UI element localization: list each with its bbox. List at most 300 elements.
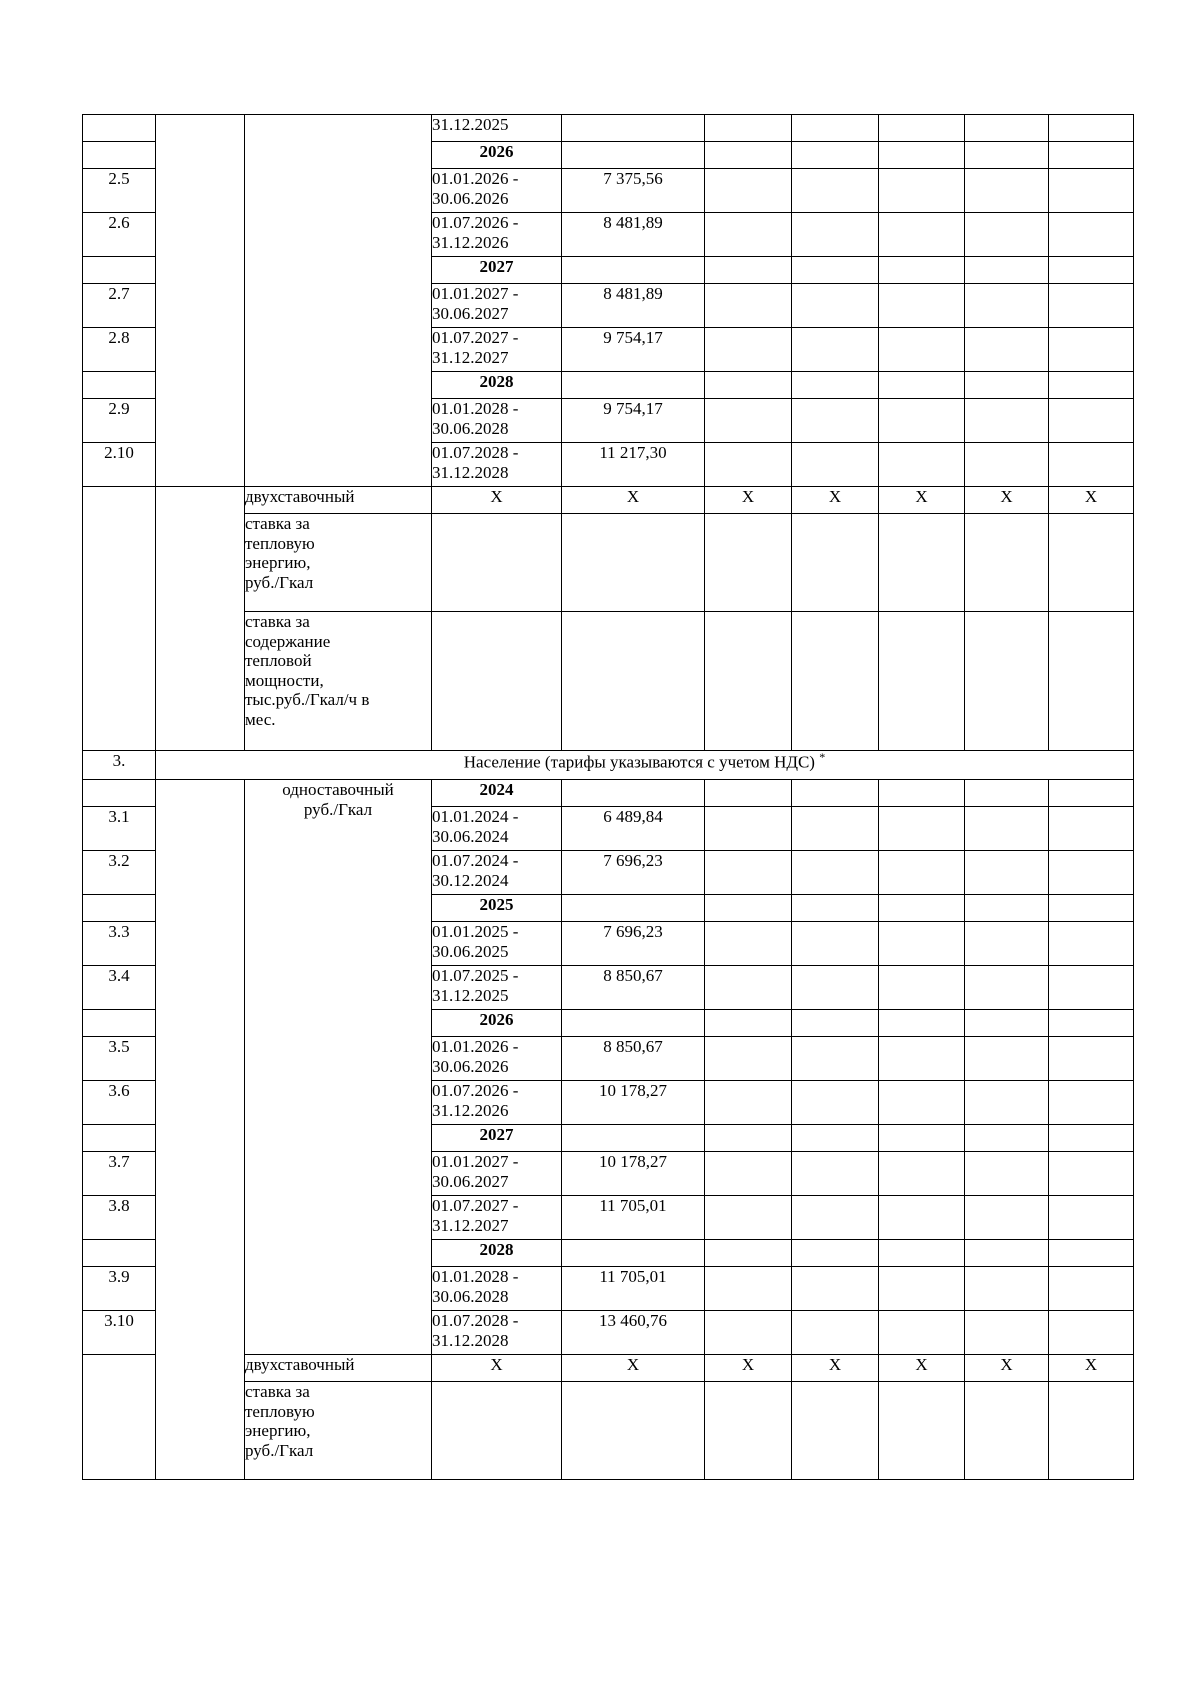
tariff-cell <box>705 922 792 966</box>
row-number <box>83 169 156 213</box>
tariff-cell <box>965 1196 1049 1240</box>
period-cell <box>432 284 562 328</box>
tariff-cell <box>705 399 792 443</box>
year-heading <box>432 1125 562 1152</box>
tariff-value-text: 9 754,17 <box>603 328 663 347</box>
tariff-cell <box>879 1125 965 1152</box>
row-number-text: 2.8 <box>108 328 130 347</box>
tariff-cell <box>705 1311 792 1355</box>
tariff-cell <box>792 213 879 257</box>
tariff-cell <box>879 1240 965 1267</box>
label-line: тепловой <box>245 651 312 671</box>
row-number <box>83 1196 156 1240</box>
period-start: 01.07.2028 - <box>432 443 519 462</box>
year-text: 2026 <box>479 142 514 161</box>
tariff-value <box>562 1311 705 1355</box>
year-text: 2028 <box>479 372 514 391</box>
tariff-cell <box>792 142 879 169</box>
x-mark: X <box>1000 1355 1013 1374</box>
period-end: 31.12.2025 <box>432 985 509 1005</box>
tariff-table <box>82 114 1134 1480</box>
row-number <box>83 966 156 1010</box>
tariff-cell <box>879 514 965 612</box>
tariff-cell <box>1049 328 1134 372</box>
period-cell <box>432 922 562 966</box>
tariff-value <box>562 780 705 807</box>
year-text: 2024 <box>479 780 514 799</box>
row-number <box>83 1037 156 1081</box>
tariff-cell <box>792 514 879 612</box>
tariff-cell <box>792 1240 879 1267</box>
not-applicable-mark <box>1049 1355 1134 1382</box>
tariff-cell <box>965 443 1049 487</box>
tariff-cell <box>705 966 792 1010</box>
tariff-cell <box>1049 115 1134 142</box>
period-end: 31.12.2027 <box>432 1215 509 1235</box>
tariff-cell <box>792 399 879 443</box>
tariff-cell <box>1049 443 1134 487</box>
tariff-cell <box>705 807 792 851</box>
period-end: 31.12.2028 <box>432 462 509 482</box>
year-text: 2026 <box>479 1010 514 1029</box>
row-number <box>83 372 156 399</box>
label-line: тепловую <box>245 1401 315 1421</box>
tariff-value <box>562 895 705 922</box>
tariff-cell <box>432 612 562 751</box>
period-cell <box>432 966 562 1010</box>
tariff-cell <box>1049 780 1134 807</box>
label-line: руб./Гкал <box>303 799 373 819</box>
tariff-cell <box>792 1125 879 1152</box>
tariff-cell <box>879 372 965 399</box>
tariff-cell <box>1049 399 1134 443</box>
tariff-cell <box>792 1081 879 1125</box>
label-line: энергию, <box>245 553 311 573</box>
tariff-cell <box>792 612 879 751</box>
not-applicable-mark <box>792 487 879 514</box>
year-heading <box>432 780 562 807</box>
x-mark: X <box>828 1355 842 1374</box>
not-applicable-mark <box>705 1355 792 1382</box>
tariff-cell <box>705 514 792 612</box>
tariff-cell <box>792 328 879 372</box>
tariff-value <box>562 213 705 257</box>
row-number <box>83 780 156 807</box>
tariff-cell <box>965 399 1049 443</box>
label-line: руб./Гкал <box>245 572 314 592</box>
year-text: 2025 <box>479 895 514 914</box>
year-text: 2028 <box>479 1240 514 1259</box>
tariff-cell <box>879 851 965 895</box>
tariff-cell <box>705 1267 792 1311</box>
period-cell <box>432 1152 562 1196</box>
section-number-text: 3. <box>112 751 126 770</box>
tariff-value <box>562 115 705 142</box>
tariff-cell <box>432 514 562 612</box>
tariff-cell <box>1049 1240 1134 1267</box>
not-applicable-mark <box>879 487 965 514</box>
tariff-cell <box>705 1125 792 1152</box>
tariff-cell <box>705 284 792 328</box>
period-cell <box>432 443 562 487</box>
period-start: 01.01.2026 - <box>432 169 519 188</box>
period-cell <box>432 213 562 257</box>
tariff-cell <box>1049 1037 1134 1081</box>
row-number <box>83 1267 156 1311</box>
tariff-value <box>562 1240 705 1267</box>
period-start: 01.07.2024 - <box>432 851 519 870</box>
tariff-cell <box>965 1152 1049 1196</box>
tariff-cell <box>562 514 705 612</box>
year-heading <box>432 895 562 922</box>
row-number-text: 2.6 <box>108 213 130 232</box>
section-header-row <box>83 751 1134 780</box>
period-cell <box>432 851 562 895</box>
tariff-cell <box>879 966 965 1010</box>
row-number <box>83 1152 156 1196</box>
org-cell <box>156 487 245 751</box>
period-cell <box>432 807 562 851</box>
tariff-value <box>562 851 705 895</box>
tariff-cell <box>792 257 879 284</box>
tariff-value <box>562 1267 705 1311</box>
tariff-cell <box>879 780 965 807</box>
tariff-cell <box>705 1240 792 1267</box>
year-heading <box>432 257 562 284</box>
row-number <box>83 922 156 966</box>
x-mark: X <box>1084 1355 1098 1374</box>
tariff-value <box>562 328 705 372</box>
section-number <box>83 751 156 780</box>
tariff-cell <box>705 1081 792 1125</box>
tariff-value-text: 11 705,01 <box>599 1267 667 1286</box>
period-end: 30.06.2026 <box>432 1056 509 1076</box>
tariff-cell <box>965 1240 1049 1267</box>
tariff-value <box>562 399 705 443</box>
table-body <box>83 115 1134 1480</box>
tariff-value-text: 8 481,89 <box>603 284 663 303</box>
row-number-text: 3.4 <box>108 966 130 985</box>
tariff-cell <box>792 1152 879 1196</box>
row-number <box>83 1311 156 1355</box>
year-text: 2027 <box>479 1125 514 1144</box>
tariff-value <box>562 1125 705 1152</box>
row-number-text: 3.5 <box>108 1037 130 1056</box>
x-mark: X <box>915 487 928 506</box>
year-heading <box>432 142 562 169</box>
not-applicable-mark <box>562 487 705 514</box>
tariff-cell <box>1049 807 1134 851</box>
tariff-cell <box>879 169 965 213</box>
period-end: 30.06.2024 <box>432 826 509 846</box>
period-cell <box>432 1196 562 1240</box>
tariff-value <box>562 257 705 284</box>
x-mark: X <box>490 1355 503 1374</box>
tariff-value <box>562 284 705 328</box>
tariff-cell <box>965 1037 1049 1081</box>
tariff-value <box>562 1010 705 1037</box>
tariff-cell <box>792 372 879 399</box>
capacity-rate-label <box>245 612 432 751</box>
heat-energy-rate-label <box>245 514 432 612</box>
row-number-text: 3.8 <box>108 1196 130 1215</box>
label-line: руб./Гкал <box>245 1440 314 1460</box>
tariff-cell <box>705 142 792 169</box>
row-number <box>83 1081 156 1125</box>
tariff-cell <box>965 780 1049 807</box>
year-heading <box>432 1240 562 1267</box>
not-applicable-mark <box>432 1355 562 1382</box>
table-row <box>83 780 1134 807</box>
not-applicable-mark <box>432 487 562 514</box>
tariff-cell <box>1049 1382 1134 1480</box>
tariff-cell <box>879 895 965 922</box>
label-line: тепловую <box>245 533 315 553</box>
tariff-cell <box>965 807 1049 851</box>
tariff-cell <box>705 851 792 895</box>
row-number-text: 2.5 <box>108 169 130 188</box>
tariff-cell <box>792 807 879 851</box>
label-line: мес. <box>245 709 276 729</box>
tariff-value <box>562 1152 705 1196</box>
not-applicable-mark <box>1049 487 1134 514</box>
tariff-cell <box>965 284 1049 328</box>
not-applicable-mark <box>792 1355 879 1382</box>
tariff-cell <box>1049 142 1134 169</box>
tariff-cell <box>1049 257 1134 284</box>
tariff-cell <box>1049 1152 1134 1196</box>
not-applicable-mark <box>965 487 1049 514</box>
tariff-cell <box>1049 1267 1134 1311</box>
tariff-cell <box>705 1382 792 1480</box>
row-number <box>83 1355 156 1480</box>
tariff-cell <box>879 1081 965 1125</box>
tariff-cell <box>1049 922 1134 966</box>
tariff-cell <box>965 115 1049 142</box>
tariff-cell <box>705 1196 792 1240</box>
period-cell <box>432 328 562 372</box>
not-applicable-mark <box>562 1355 705 1382</box>
tariff-value <box>562 169 705 213</box>
tariff-cell <box>965 966 1049 1010</box>
tariff-cell <box>965 1010 1049 1037</box>
period-end: 30.06.2025 <box>432 941 509 961</box>
period-cell <box>432 115 562 142</box>
period-cell <box>432 169 562 213</box>
tariff-cell <box>792 1010 879 1037</box>
tariff-cell <box>1049 1125 1134 1152</box>
x-mark: X <box>1000 487 1013 506</box>
tariff-cell <box>705 115 792 142</box>
tariff-value-text: 6 489,84 <box>603 807 663 826</box>
period-start: 01.07.2026 - <box>432 213 519 232</box>
tariff-value-text: 9 754,17 <box>603 399 663 418</box>
x-mark: X <box>626 1355 640 1374</box>
x-mark: X <box>741 487 755 506</box>
tariff-cell <box>792 1196 879 1240</box>
row-number <box>83 328 156 372</box>
tariff-value-text: 11 705,01 <box>599 1196 667 1215</box>
tariff-cell <box>562 1382 705 1480</box>
row-number <box>83 1240 156 1267</box>
x-mark: X <box>626 487 640 506</box>
period-end: 30.06.2026 <box>432 188 509 208</box>
row-number <box>83 895 156 922</box>
label-line: тыс.руб./Гкал/ч в <box>245 690 370 710</box>
tariff-cell <box>879 807 965 851</box>
tariff-cell <box>879 399 965 443</box>
tariff-cell <box>1049 1081 1134 1125</box>
label-line: содержание <box>245 631 331 651</box>
tariff-cell <box>1049 1311 1134 1355</box>
x-mark: X <box>828 487 842 506</box>
row-number-text: 2.9 <box>108 399 130 418</box>
period-end: 30.12.2024 <box>432 870 509 890</box>
row-number <box>83 142 156 169</box>
row-number-text: 3.3 <box>108 922 130 941</box>
row-number <box>83 1125 156 1152</box>
tariff-cell <box>879 115 965 142</box>
tariff-cell <box>705 257 792 284</box>
period-start: 01.01.2027 - <box>432 284 519 303</box>
period-start: 01.01.2024 - <box>432 807 519 826</box>
tariff-cell <box>792 1311 879 1355</box>
tariff-value <box>562 1037 705 1081</box>
tariff-cell <box>879 1010 965 1037</box>
tariff-cell <box>705 372 792 399</box>
tariff-cell <box>965 372 1049 399</box>
tariff-cell <box>879 328 965 372</box>
x-mark: X <box>1084 487 1098 506</box>
tariff-cell <box>562 612 705 751</box>
tariff-cell <box>792 1267 879 1311</box>
period-start: 01.01.2025 - <box>432 922 519 941</box>
row-number-text: 3.2 <box>108 851 130 870</box>
tariff-cell <box>705 895 792 922</box>
tariff-cell <box>792 1382 879 1480</box>
x-mark: X <box>915 1355 928 1374</box>
row-number <box>83 399 156 443</box>
tariff-value <box>562 966 705 1010</box>
period-end: 30.06.2028 <box>432 418 509 438</box>
tariff-cell <box>792 443 879 487</box>
tariff-value-text: 10 178,27 <box>599 1152 667 1171</box>
footnote-mark: * <box>819 750 826 764</box>
label-line: ставка за <box>245 612 310 631</box>
row-number-text: 2.10 <box>104 443 134 462</box>
period-cell <box>432 1081 562 1125</box>
tariff-cell <box>879 1382 965 1480</box>
tariff-cell <box>965 1125 1049 1152</box>
tariff-cell <box>792 922 879 966</box>
tariff-cell <box>879 284 965 328</box>
tariff-cell <box>879 1267 965 1311</box>
tariff-value-text: 11 217,30 <box>599 443 667 462</box>
period-start: 01.07.2026 - <box>432 1081 519 1100</box>
tariff-type-cell <box>245 115 432 487</box>
row-number <box>83 257 156 284</box>
tariff-cell <box>1049 1196 1134 1240</box>
tariff-cell <box>965 142 1049 169</box>
row-number-text: 3.1 <box>108 807 130 826</box>
tariff-value <box>562 443 705 487</box>
tariff-cell <box>792 966 879 1010</box>
row-number <box>83 1010 156 1037</box>
period-start: 01.01.2026 - <box>432 1037 519 1056</box>
x-mark: X <box>490 487 503 506</box>
row-number <box>83 115 156 142</box>
row-number <box>83 213 156 257</box>
tariff-cell <box>1049 612 1134 751</box>
tariff-value-text: 7 375,56 <box>603 169 663 188</box>
tariff-cell <box>879 142 965 169</box>
tariff-value <box>562 142 705 169</box>
period-start: 01.07.2027 - <box>432 328 519 347</box>
period-end: 31.12.2026 <box>432 232 509 252</box>
tariff-cell <box>705 1152 792 1196</box>
row-number <box>83 284 156 328</box>
tariff-cell <box>1049 514 1134 612</box>
tariff-cell <box>965 169 1049 213</box>
label-line: ставка за <box>245 1382 310 1401</box>
year-text: 2027 <box>479 257 514 276</box>
period-cell <box>432 399 562 443</box>
tariff-cell <box>792 169 879 213</box>
tariff-value <box>562 1081 705 1125</box>
tariff-cell <box>1049 1010 1134 1037</box>
tariff-cell <box>879 612 965 751</box>
org-cell <box>156 115 245 487</box>
table-row <box>83 487 1134 514</box>
two-rate-label-text: двухставочный <box>245 487 355 506</box>
row-number-text: 3.6 <box>108 1081 130 1100</box>
period-end: 30.06.2028 <box>432 1286 509 1306</box>
period-cell <box>432 1037 562 1081</box>
tariff-cell <box>965 851 1049 895</box>
tariff-cell <box>965 895 1049 922</box>
tariff-value <box>562 372 705 399</box>
tariff-cell <box>965 514 1049 612</box>
two-rate-label-text: двухставочный <box>245 1355 355 1374</box>
tariff-cell <box>965 328 1049 372</box>
row-number <box>83 443 156 487</box>
tariff-cell <box>792 895 879 922</box>
tariff-cell <box>879 1037 965 1081</box>
tariff-value <box>562 807 705 851</box>
tariff-cell <box>1049 966 1134 1010</box>
tariff-value-text: 7 696,23 <box>603 922 663 941</box>
label-line: энергию, <box>245 1421 311 1441</box>
tariff-cell <box>705 612 792 751</box>
tariff-cell <box>792 780 879 807</box>
year-heading <box>432 372 562 399</box>
tariff-value <box>562 1196 705 1240</box>
period-start: 01.07.2027 - <box>432 1196 519 1215</box>
tariff-cell <box>1049 851 1134 895</box>
period-start: 01.01.2027 - <box>432 1152 519 1171</box>
tariff-cell <box>1049 169 1134 213</box>
tariff-cell <box>1049 213 1134 257</box>
period-start: 01.01.2028 - <box>432 1267 519 1286</box>
not-applicable-mark <box>965 1355 1049 1382</box>
period-end: 31.12.2025 <box>432 115 509 134</box>
row-number <box>83 807 156 851</box>
tariff-cell <box>879 443 965 487</box>
period-cell <box>432 1267 562 1311</box>
period-end: 30.06.2027 <box>432 303 509 323</box>
tariff-cell <box>879 1152 965 1196</box>
period-start: 01.07.2028 - <box>432 1311 519 1330</box>
